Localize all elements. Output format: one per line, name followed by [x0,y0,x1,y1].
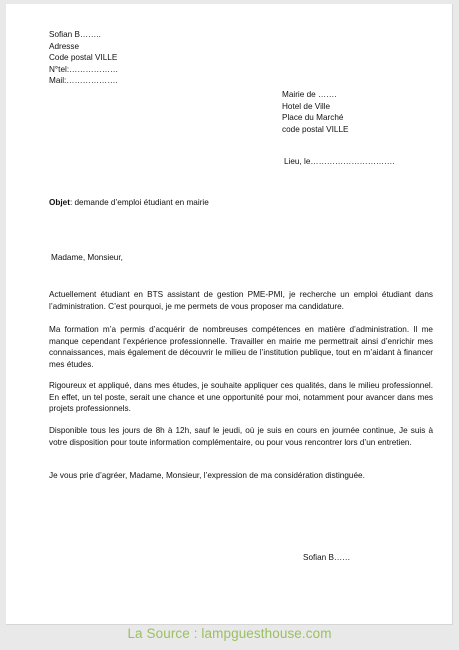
sender-postal: Code postal VILLE [49,53,118,62]
recipient-line-1: Mairie de ……. [282,90,337,99]
subject-line [49,197,209,209]
subject-label: Objet [49,198,70,207]
recipient-line-2: Hotel de Ville [282,102,331,111]
paragraph-4: Disponible tous les jours de 8h à 12h, sauf le jeudi, où je suis en cours en journée continue, Je suis à votre disposition pour toute information complémentaire, ou pour vous rencontrer lors d’un entretien. [49,426,433,447]
letter-page [6,4,453,625]
paragraph-3: Rigoureux et appliqué, dans mes études, je souhaite appliquer ces qualités, dans le milieu professionnel. En effet, un tel poste, serait une chance et une opportunité pour moi, notamment pour avancer dans mes projets professionnels. [49,381,433,414]
sender-mail: Mail:………………. [49,76,118,85]
paragraph-1: Actuellement étudiant en BTS assistant de gestion PME-PMI, je recherche un emploi étudiant dans l’administration. C’est pourquoi, je me permets de vous proposer ma candidature. [49,290,433,311]
subject-text: : demande d’emploi étudiant en mairie [69,198,209,207]
recipient-line-3: Place du Marché [282,113,344,122]
sender-address: Adresse [49,42,80,51]
place-date: Lieu, le…………………………. [284,157,395,166]
recipient-line-4: code postal VILLE [282,125,349,134]
salutation: Madame, Monsieur, [51,253,123,262]
sender-name: Sofian B…….. [49,30,101,39]
paragraph-2: Ma formation m’a permis d’acquérir de nombreuses compétences en matière d’administration. Il me manque cependant l’expérience professionnelle. Travailler en mairie me permettrait ainsi d’enrichir mes connaissances, mais également de découvrir le milieu de l’institution publique, tout en m’aidant à financer mes études. [49,325,433,369]
paragraph-5: Je vous prie d’agréer, Madame, Monsieur, l’expression de ma considération distinguée. [49,471,365,480]
signature: Sofian B…… [303,553,351,562]
source-caption: La Source : lampguesthouse.com [127,626,332,641]
sender-tel: N°tel:……………… [49,65,119,74]
